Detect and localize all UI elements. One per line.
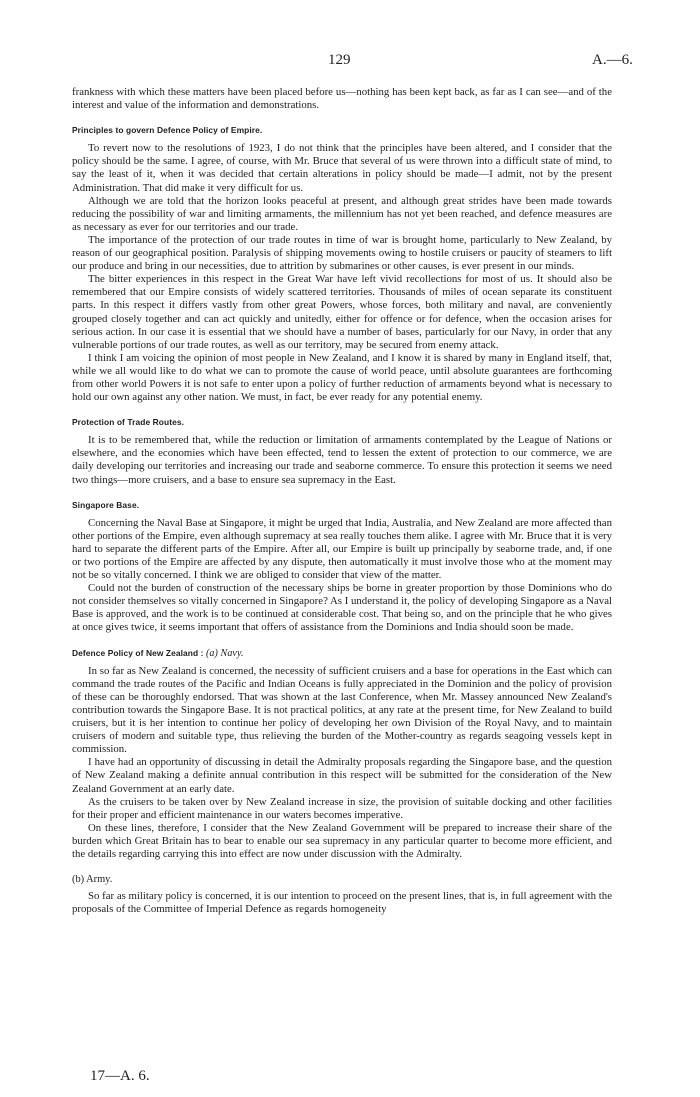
intro-paragraph: frankness with which these matters have been placed before us—nothing has been kept back, as far as I can see—and of the interest and value of the information and demonstrations. xyxy=(72,86,612,112)
heading-subsection: (a) Navy. xyxy=(206,647,244,659)
heading-army: (b) Army. xyxy=(72,874,113,886)
paragraph: Concerning the Naval Base at Singapore, it might be urged that India, Australia, and New Zealand are more affected than other portions of the Empire, even although supremacy at sea really touches them alike. I agree with Mr. Bruce that it is very hard to separate the different parts of the Empire. After all, our Empire is built up principally by seaborne trade, and, if one or two portions of the Empire are affected by any dispute, then automatically it must involve those who at the moment may not be so vitally concerned. I think we are obliged to consider that view of the matter. xyxy=(72,516,612,582)
paragraph: Could not the burden of construction of the necessary ships be borne in greater proportion by those Dominions who do not consider themselves so vitally concerned in Singapore? As I understand it, the policy of developing Singapore as a Naval Base is approved, and the work is to be continued at considerable cost. That being so, and on the principle that he who gives at once gives twice, it seems important that offers of assistance from the Dominions and India should soon be made. xyxy=(72,582,612,634)
paragraph: In so far as New Zealand is concerned, the necessity of sufficient cruisers and a base for operations in the East which can command the trade routes of the Pacific and Indian Oceans is fully appreciated in the Dominion and the policy of provision of these can be thoroughly endorsed. That was shown at the last Conference, when Mr. Massey announced New Zealand's contribution towards the Singapore Base. It is not practical politics, at any rate at the present time, for New Zealand to build cruisers, but it is her intention to continue her policy of developing her own Division of the Royal Navy, and to maintain cruisers of modern and suitable type, thus relieving the burden of the Mother-country as regards seagoing vessels kept in commission. xyxy=(72,664,612,756)
paragraph: The importance of the protection of our trade routes in time of war is brought home, particularly to New Zealand, by reason of our geographical position. Paralysis of shipping movements owing to hostile cruisers or paucity of steamers to lift our produce and bring in our necessities, due to attrition by submarines or other causes, is ever present in our minds. xyxy=(72,233,612,273)
paragraph: I have had an opportunity of discussing in detail the Admiralty proposals regarding the Singapore base, and the question of New Zealand making a definite annual contribution in this respect will be submitted for the consideration of the New Zealand Government at an early date. xyxy=(72,756,612,795)
document-reference: A.—6. xyxy=(592,52,633,68)
paragraph: Although we are told that the horizon looks peaceful at present, and although great strides have been made towards reducing the possibility of war and limiting armaments, the millennium has not yet been reached, and defence measures are as necessary as ever for our territories and our trade. xyxy=(72,194,612,233)
heading-trade-routes: Protection of Trade Routes. xyxy=(72,417,185,428)
page-header xyxy=(0,52,700,72)
page-footer-signature: 17—A. 6. xyxy=(90,1068,150,1084)
paragraph: So far as military policy is concerned, it is our intention to proceed on the present lines, that is, in full agreement with the proposals of the Committee of Imperial Defence as regards homogeneity xyxy=(72,890,612,916)
paragraph: To revert now to the resolutions of 1923, I do not think that the principles have been altered, and I consider that the policy should be the same. I agree, of course, with Mr. Bruce that several of us were thrown into a difficult state of mind, to say the least of it, when it was decided that certain alterations in policy should be made—I admit, not by the present Administration. That did make it very difficult for us. xyxy=(72,142,612,194)
paragraph: The bitter experiences in this respect in the Great War have left vivid recollections for most of us. It should also be remembered that our Empire consists of widely scattered territories. Thousands of miles of ocean separate its constituent parts. In this respect it differs vastly from other great Powers, whose forces, both military and naval, are conveniently grouped closely together and can act quickly and unitedly, either for offence or for defence, when the occasion arises for serious action. In our case it is essential that we should have a number of bases, particularly for our Navy, in order that any vulnerable portions of our trade routes, as well as our territory, may be secured from enemy attack. xyxy=(72,273,612,351)
page-number: 129 xyxy=(328,52,351,68)
paragraph: On these lines, therefore, I consider that the New Zealand Government will be prepared to increase their share of the burden which Great Britain has to bear to enable our sea supremacy in any particular quarter to become more efficient, and the details regarding carrying this into effect are now under discussion with the Admiralty. xyxy=(72,821,612,860)
heading-defence-policy-nz xyxy=(72,647,612,660)
paragraph: As the cruisers to be taken over by New Zealand increase in size, the provision of suitable docking and other facilities for their proper and efficient maintenance in our waters becomes imperative. xyxy=(72,795,612,821)
document-body xyxy=(72,86,612,916)
heading-text: Defence Policy of New Zealand : xyxy=(72,647,204,658)
paragraph: I think I am voicing the opinion of most people in New Zealand, and I know it is shared by many in England itself, that, while we all would like to do what we can to promote the cause of world peace, until absolute guarantees are forthcoming from other world Powers it is not safe to enter upon a policy of further reduction of armaments beyond what is necessary to hold our own against any other nation. We must, in fact, be ever ready for any potential enemy. xyxy=(72,351,612,404)
heading-principles: Principles to govern Defence Policy of Empire. xyxy=(72,125,263,136)
heading-singapore-base: Singapore Base. xyxy=(72,499,140,510)
paragraph: It is to be remembered that, while the reduction or limitation of armaments contemplated by the League of Nations or elsewhere, and the economies which have been effected, tend to lessen the extent of protection to our commerce, we are daily developing our territories and increasing our trade and seaborne commerce. To ensure this protection it seems we need two things—more cruisers, and a base to ensure sea supremacy in the East. xyxy=(72,434,612,486)
